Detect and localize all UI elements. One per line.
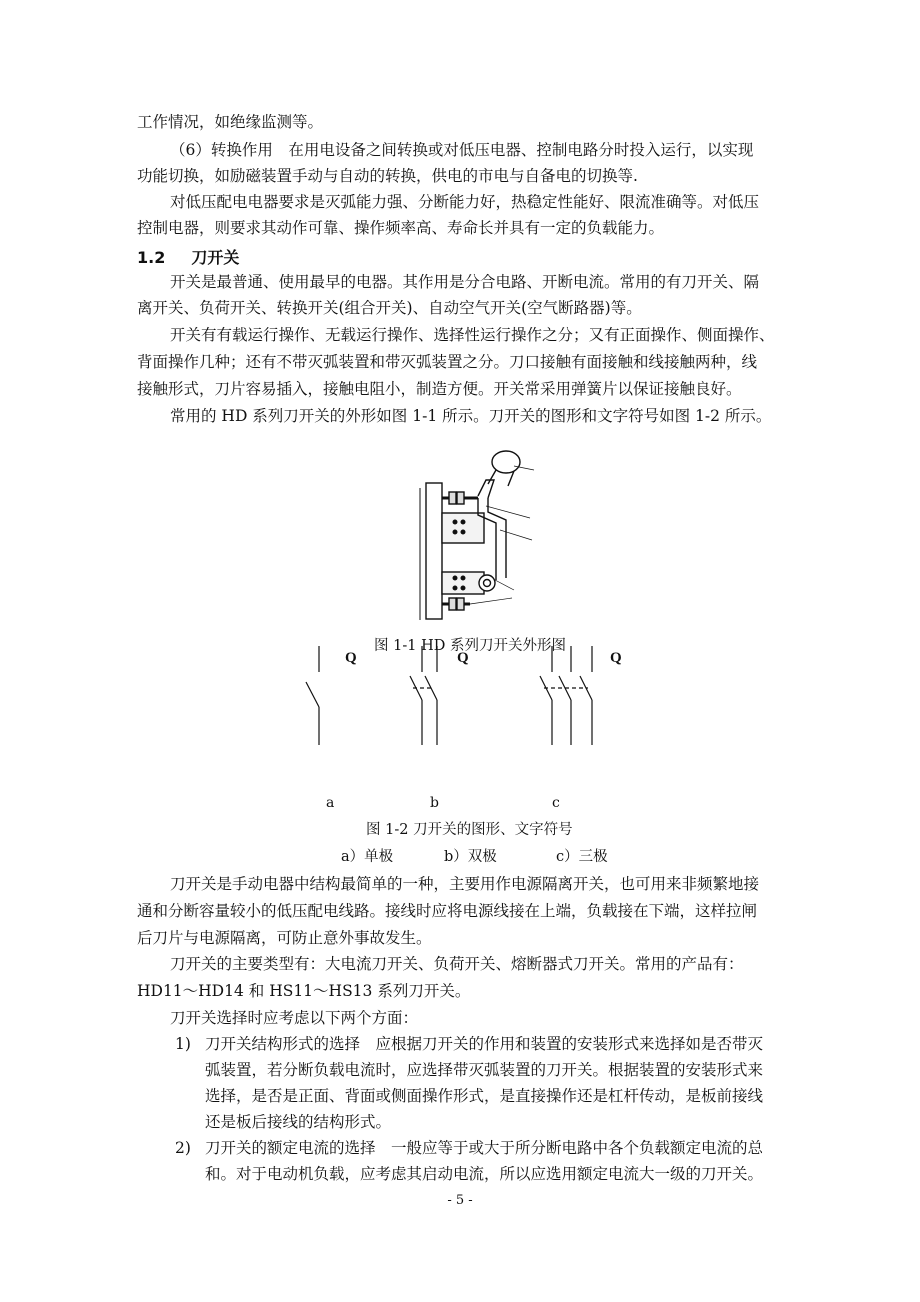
paragraph-line: 功能切换，如励磁装置手动与自动的转换，供电的市电与自备电的切换等. <box>137 167 638 185</box>
figure2-label-c: c <box>552 795 560 811</box>
list-item-line: 还是板后接线的结构形式。 <box>205 1113 392 1131</box>
list-item-line: 和。对于电动机负载，应考虑其启动电流，所以应选用额定电流大一级的刀开关。 <box>205 1165 764 1183</box>
paragraph-line: 刀开关的主要类型有：大电流刀开关、负荷开关、熔断器式刀开关。常用的产品有： <box>170 955 744 973</box>
list-item-line: 弧装置，若分断负载电流时，应选择带灭弧装置的刀开关。根据装置的安装形式来 <box>205 1061 764 1079</box>
figure2-caption: 图 1-2 刀开关的图形、文字符号 <box>366 822 573 838</box>
list-item-line: 刀开关结构形式的选择 应根据刀开关的作用和装置的安装形式来选择如是否带灭 <box>205 1035 764 1053</box>
symbol-single-pole <box>306 646 319 745</box>
paragraph-line: 控制电器，则要求其动作可靠、操作频率高、寿命长并具有一定的负载能力。 <box>137 219 665 237</box>
symbol-double-pole <box>410 646 437 745</box>
figure2-subcaption-a: a）单极 <box>341 849 394 865</box>
paragraph-line: 通和分断容量较小的低压配电线路。接线时应将电源线接在上端，负载接在下端，这样拉闸 <box>137 902 758 920</box>
symbol-triple-pole <box>540 646 592 745</box>
section-number: 1.2 <box>137 248 166 267</box>
list-number: 1) <box>175 1035 191 1053</box>
list-number: 2) <box>175 1139 191 1157</box>
figure2-label-b: b <box>430 795 439 811</box>
paragraph-line: HD11～HD14 和 HS11～HS13 系列刀开关。 <box>137 982 471 1000</box>
list-item-line: 刀开关的额定电流的选择 一般应等于或大于所分断电路中各个负载额定电流的总 <box>205 1139 764 1157</box>
symbol-label-q-c: Q <box>610 650 622 666</box>
paragraph-line: 常用的 HD 系列刀开关的外形如图 1-1 所示。刀开关的图形和文字符号如图 1-2 所示。 <box>170 407 772 425</box>
figure1-caption: 图 1-1 HD 系列刀开关外形图 <box>374 638 566 654</box>
figure2-subcaption-b: b）双极 <box>444 849 497 865</box>
paragraph-line: 对低压配电电器要求是灭弧能力强、分断能力好，热稳定性能好、限流准确等。对低压 <box>170 193 760 211</box>
paragraph-line: 离开关、负荷开关、转换开关(组合开关)、自动空气开关(空气断路器)等。 <box>137 299 642 317</box>
symbol-label-q-a: Q <box>345 650 357 666</box>
paragraph-line: 后刀片与电源隔离，可防止意外事故发生。 <box>137 929 432 947</box>
page-number: - 5 - <box>447 1193 473 1208</box>
knife-switch-illustration <box>420 451 534 620</box>
paragraph-line: 背面操作几种；还有不带灭弧装置和带灭弧装置之分。刀口接触有面接触和线接触两种，线 <box>137 353 758 371</box>
paragraph-line: 接触形式，刀片容易插入，接触电阻小，制造方便。开关常采用弹簧片以保证接触良好。 <box>137 380 742 398</box>
paragraph-line: 刀开关是手动电器中结构最简单的一种，主要用作电源隔离开关，也可用来非频繁地接 <box>170 875 760 893</box>
figure2-subcaption-c: c）三极 <box>556 849 608 865</box>
symbol-label-q-b: Q <box>457 650 469 666</box>
paragraph-line: （6）转换作用 在用电设备之间转换或对低压电器、控制电路分时投入运行，以实现 <box>170 141 754 159</box>
section-title: 刀开关 <box>191 248 240 267</box>
paragraph-line: 开关有有载运行操作、无载运行操作、选择性运行操作之分；又有正面操作、侧面操作、 <box>170 326 775 344</box>
list-item-line: 选择，是否是正面、背面或侧面操作形式，是直接操作还是杠杆传动，是板前接线 <box>205 1087 764 1105</box>
paragraph-line: 刀开关选择时应考虑以下两个方面： <box>170 1009 419 1027</box>
figure2-label-a: a <box>326 795 335 811</box>
paragraph-line: 开关是最普通、使用最早的电器。其作用是分合电路、开断电流。常用的有刀开关、隔 <box>170 273 760 291</box>
paragraph-line: 工作情况，如绝缘监测等。 <box>137 113 324 131</box>
